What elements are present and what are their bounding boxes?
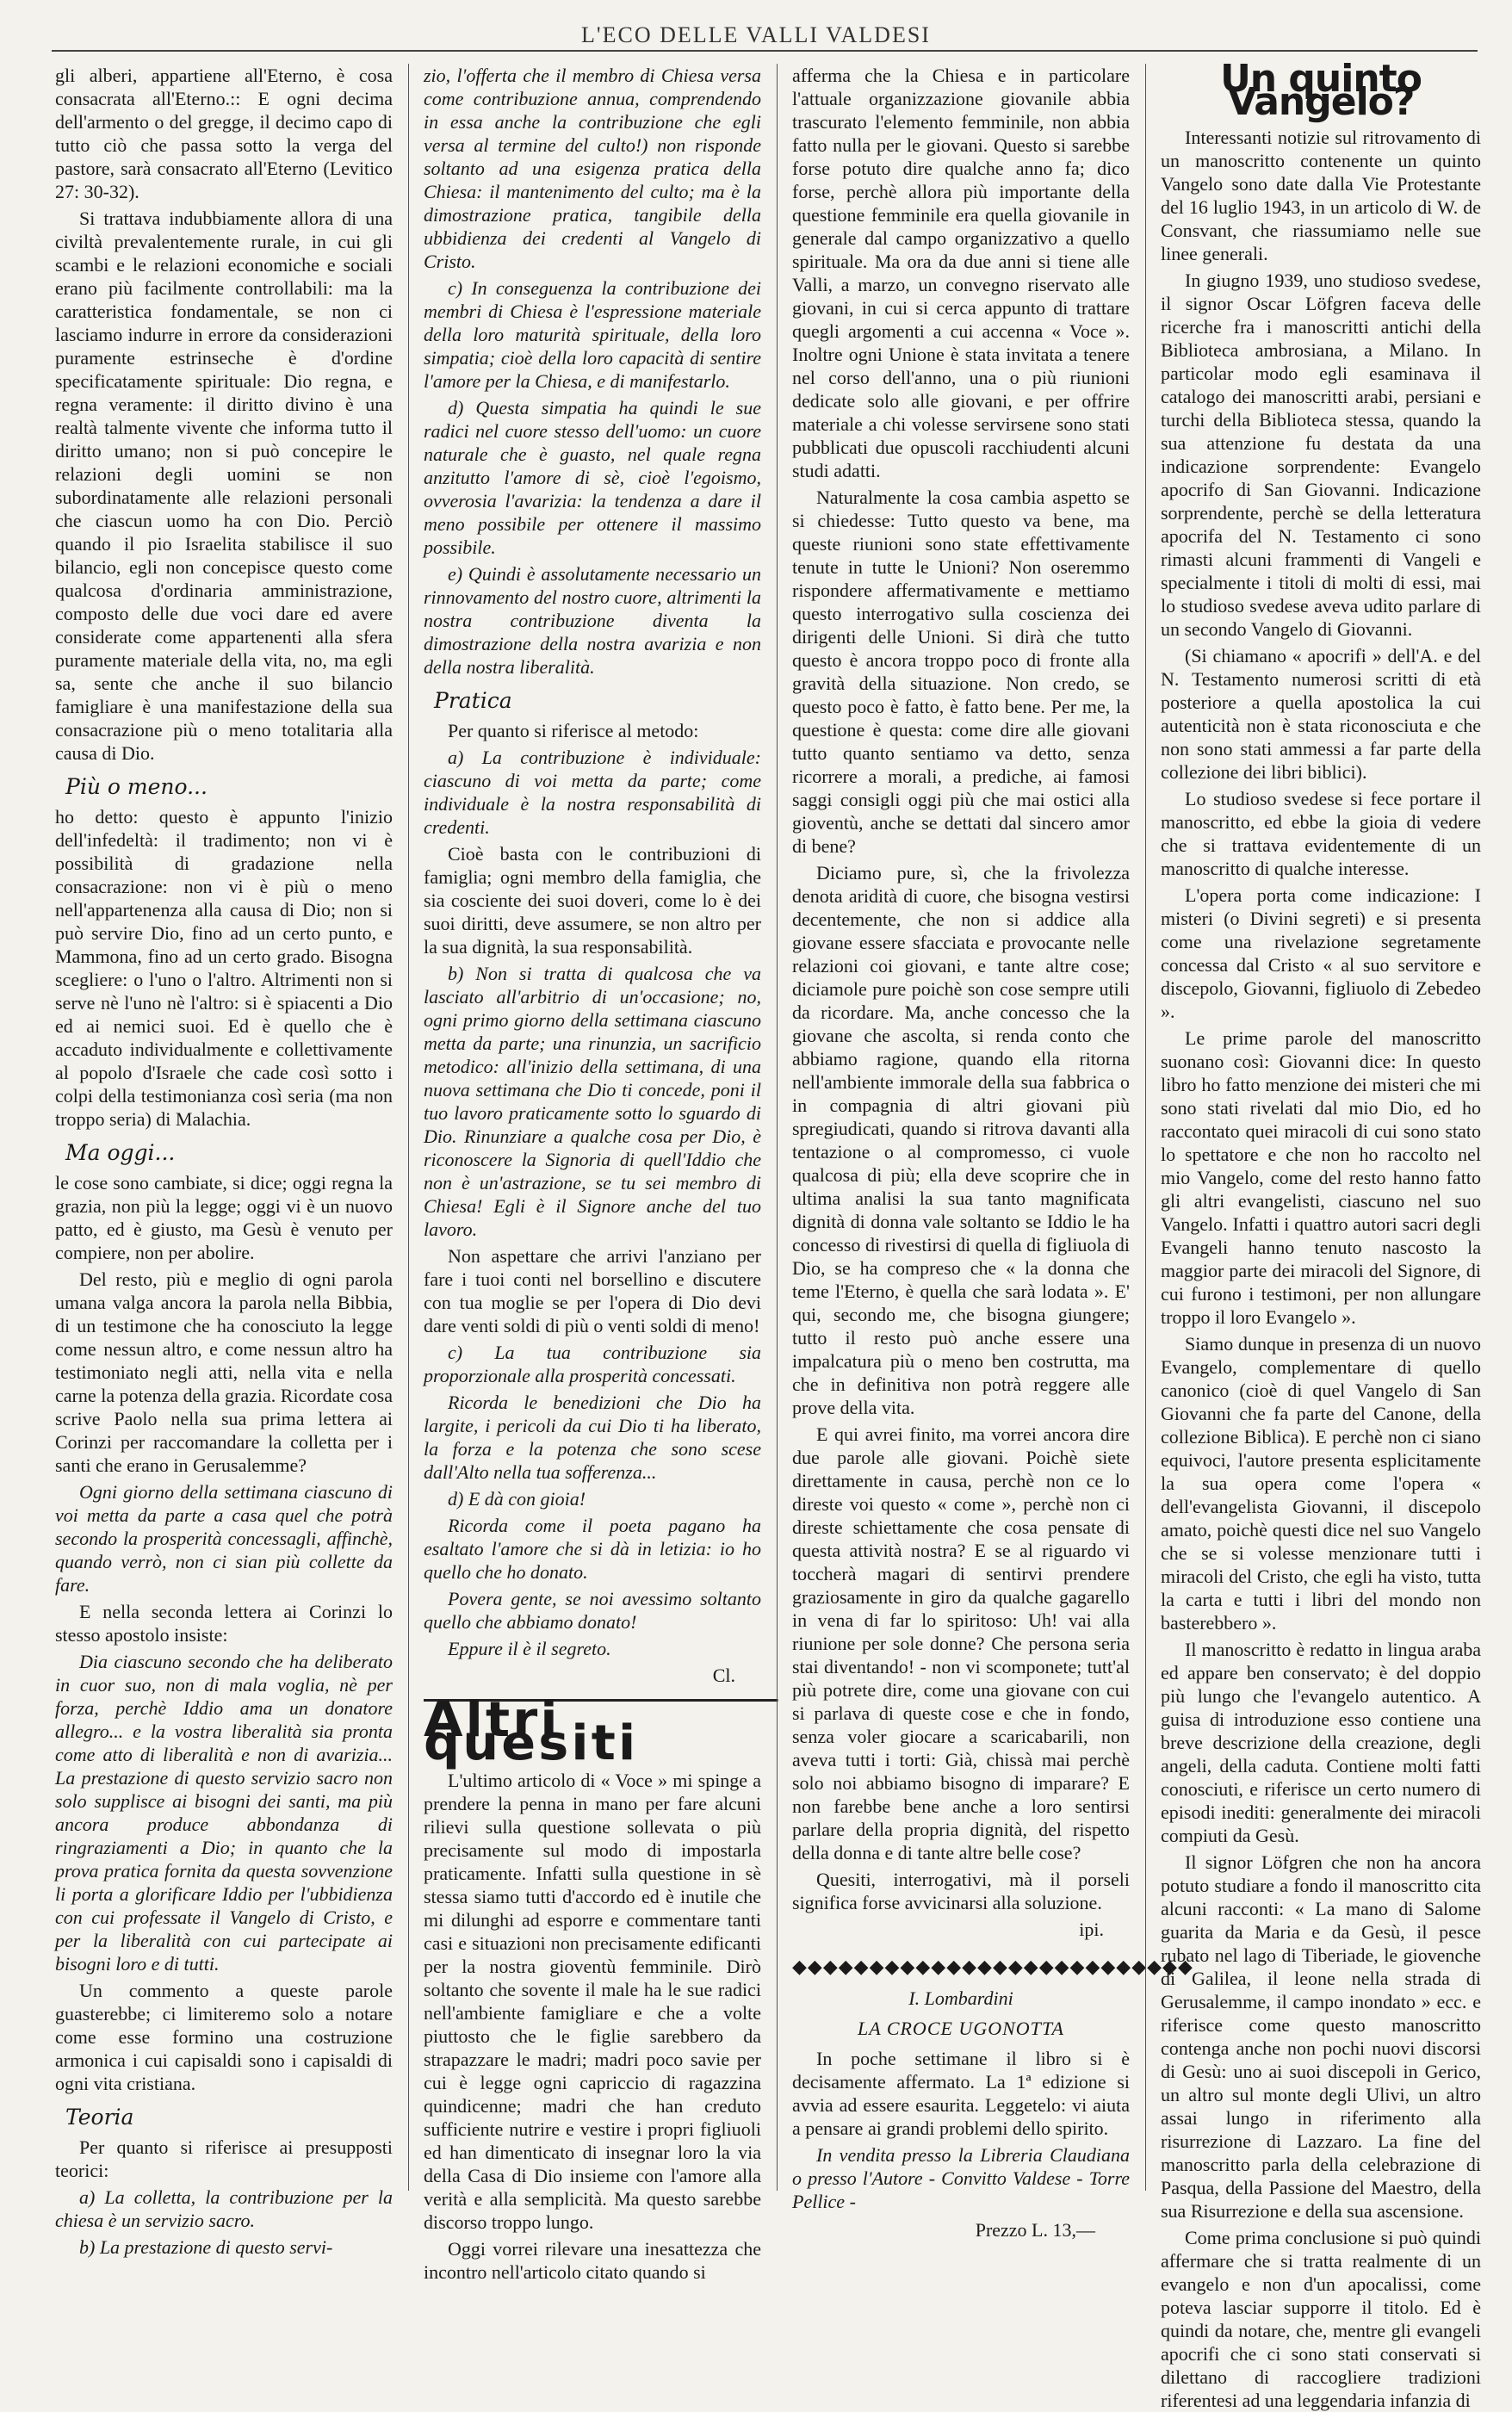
list-item: d) E dà con gioia!	[448, 1488, 586, 1510]
column-divider	[1145, 64, 1146, 2191]
list-item: a) La colletta, la contribuzione per la chiesa è un servizio sacro.	[55, 2186, 393, 2231]
subheading-teoria: Teoria	[65, 2105, 134, 2130]
paragraph: In giugno 1939, uno studioso svedese, il signor Oscar Löfgren faceva delle ricerche fra i manoscritti antichi della Biblioteca ambrosiana, a Milano. In particolar modo egli esaminava il catalogo dei manoscritti arabi, persiani e turchi della Biblioteca stessa, quando la sua attenzione fu destata da una indicazione sorprendente: Evangelo apocrifo di San Giovanni. Indicazione sorprendente, perchè se della letteratura apocrifa del N. Testamento ci sono rimasti alcuni frammenti di Vangeli e specialmente i titoli di molti di essi, mai lo studioso svedese aveva udito parlare di un secondo Vangelo di Giovanni.	[1161, 270, 1481, 640]
paragraph: Non aspettare che arrivi l'anziano per fare i tuoi conti nel borsellino e discutere con tua moglie se per l'opera di Dio devi dare venti soldi di più o venti soldi di meno!	[424, 1245, 761, 1336]
paragraph: le cose sono cambiate, si dice; oggi regna la grazia, non più la legge; oggi vi è un nuovo patto, ed è giusto, ma Gesù è venuto per compiere, non per abolire.	[55, 1172, 393, 1263]
paragraph: Il signor Löfgren che non ha ancora potuto studiare a fondo il manoscritto cita alcuni racconti: « La mano di Salome guarita da Maria e da Gesù, il pesce rubato nel lago di Tiberiade, le giovenche di Galilea, il leone nella strada di Gerusalemme, il campo inondato » ecc. e riferisce come questo manoscritto contenga anche non pochi nuovi discorsi di Gesù: uno ai suoi discepoli in Gerico, un altro sul monte degli Ulivi, un altro assai lungo in riferimento alla risurrezione di Lazzaro. La fine del manoscritto parla della celebrazione di Pasqua, della Passione del Maestro, della sua Risurrezione e della sua ascensione.	[1161, 1851, 1481, 2222]
paragraph: (Si chiamano « apocrifi » dell'A. e del N. Testamento numerosi scritti di età posteriore a quella apostolica la cui autenticità non è stata riconosciuta e che non sono stati ammessi a far parte della collezione dei libri biblici).	[1161, 645, 1481, 783]
column-divider	[408, 64, 409, 2191]
paragraph: Cioè basta con le contribuzioni di famiglia; ogni membro della famiglia, che sia cosciente dei suoi doveri, come lo è dei suoi diritti, deve assumere, se non altro per la sua dignità, la sua responsabilità.	[424, 843, 761, 958]
signature: ipi.	[1079, 1919, 1104, 1940]
masthead: L'ECO DELLE VALLI VALDESI	[581, 22, 931, 47]
paragraph: Il manoscritto è redatto in lingua araba ed appare ben conservato; è del doppio più lungo che l'evangelo autentico. A guisa di introduzione esso contiene una breve descrizione della creazione, degli angeli, della caduta. Contiene molti fatti conosciuti, e riferisce un certo numero di episodi inediti: generalmente dei miracoli compiuti da Gesù.	[1161, 1639, 1481, 1846]
list-item: Ricorda le benedizioni che Dio ha largite, i pericoli da cui Dio ti ha liberato, la forza e la potenza che sono scese dall'Alto nella tua sofferenza...	[424, 1392, 761, 1483]
list-item: Ricorda come il poeta pagano ha esaltato l'amore che si dà in letizia: io ho quello che ho donato.	[424, 1515, 761, 1583]
paragraph: Per quanto si riferisce ai presupposti teorici:	[55, 2136, 393, 2181]
list-item: c) In conseguenza la contribuzione dei membri di Chiesa è l'espressione materiale della loro maturità spirituale, della loro simpatia; cioè della loro capacità di sentire l'amore per la Chiesa, e di manifestarlo.	[424, 277, 761, 392]
quote-paragraph: Dia ciascuno secondo che ha deliberato in cuor suo, non di mala voglia, nè per forza, perchè Iddio ama un donatore allegro... e la vostra liberalità sia pronta come atto di liberalità e non di avarizia... La prestazione di questo servizio sacro non solo supplisce ai bisogni dei santi, ma più ancora produce abbondanza di ringraziamenti a Dio; in quanto che la prova pratica fornita da questa sovvenzione li porta a glorificare Iddio per l'ubbidienza con cui professate il Vangelo di Cristo, e per la liberalità con cui partecipate ai bisogni loro e di tutti.	[55, 1651, 393, 1975]
paragraph: Interessanti notizie sul ritrovamento di un manoscritto contenente un quinto Vangelo sono date dalla Vie Protestante del 16 luglio 1943, in un articolo di W. de Consvant, che riassumiamo nelle sue linee generali.	[1161, 127, 1481, 264]
paragraph: E nella seconda lettera ai Corinzi lo stesso apostolo insiste:	[55, 1601, 393, 1646]
paragraph: Un commento a queste parole guasterebbe; ci limiteremo solo a notare come esse formino una costruzione armonica i cui capisaldi sono i capisaldi di ogni vita cristiana.	[55, 1980, 393, 2094]
list-item: e) Quindi è assolutamente necessario un rinnovamento del nostro cuore, altrimenti la nostra contribuzione diventa la dimostrazione della nostra avarizia e non della nostra liberalità.	[424, 563, 761, 678]
paragraph: gli alberi, appartiene all'Eterno, è cosa consacrata all'Eterno.:: E ogni decima dell'armento o del gregge, il decimo capo di tutto ciò che passa sotto la verga del pastore, sarà consacrato all'Eterno (Levitico 27: 30-32).	[55, 65, 393, 202]
list-item: b) Non si tratta di qualcosa che va lasciato all'arbitrio di un'occasione; no, ogni primo giorno della settimana ciascuno metta da parte; una rinunzia, un sacrificio metodico: all'inizio della settimana, di una nuova settimana che Dio ti concede, poni il tuo lavoro praticamente sotto lo sguardo di Dio. Rinunziare a qualche cosa per Dio, è riconoscere la Signoria di quell'Iddio che non è un'astrazione, se tu sei membro di Chiesa! Egli è il Signore anche del tuo lavoro.	[424, 963, 761, 1240]
heading-quinto-vangelo: Un quinto Vangelo?	[1220, 57, 1422, 124]
book-author: I. Lombardini	[908, 1987, 1013, 2009]
book-title: LA CROCE UGONOTTA	[858, 2018, 1064, 2039]
subheading-pratica: Pratica	[434, 688, 512, 713]
column-2	[424, 64, 761, 2283]
column-1	[55, 64, 393, 2258]
heading-altri-quesiti: Altri quesiti	[424, 1699, 778, 1755]
paragraph: In vendita presso la Libreria Claudiana o presso l'Autore - Convitto Valdese - Torre Pellice -	[792, 2144, 1130, 2212]
paragraph: afferma che la Chiesa e in particolare l'attuale organizzazione giovanile abbia trascurato l'elemento femminile, non abbia fatto nulla per le giovani. Questo si sarebbe forse potuto dire qualche anno fa; dico forse, perchè allora più importante della questione femminile era quella giovanile in generale dal campo organizzativo a quello spirituale. Ma ora da due anni si tiene alle Valli, a marzo, un convegno riservato alle giovani, in cui si cerca appunto di trattare quegli argomenti a cui accenna « Voce ». Inoltre ogni Unione è stata invitata a tenere nel corso dell'anno, una o più riunioni dedicate solo alle giovani, e per offrire materiale a chi volesse servirsene sono stati pubblicati due opuscoli racchiudenti alcuni studi adatti.	[792, 65, 1130, 481]
column-divider	[777, 64, 778, 2191]
paragraph: Naturalmente la cosa cambia aspetto se si chiedesse: Tutto questo va bene, ma queste riunioni sono state effettivamente tenute in tutte le Unioni? Non oseremmo rispondere affermativamente e mettiamo questo interrogativo sulla coscienza dei dirigenti delle Unioni. Si dirà che tutto questo è ancora troppo poco di fronte alla gravità della situazione. Non credo, se questo poco è fatto, è fatto bene. Per me, la questione è questa: come dire alle giovani tutto quanto sentiamo va detto, senza ricorrere a morali, a prediche, ai famosi saggi consigli oggi più che mai ostici alla gioventù, anche se dettati dal sincero amor di bene?	[792, 487, 1130, 857]
subheading-piu-o-meno: Più o meno...	[65, 774, 208, 799]
paragraph: Per quanto si riferisce al metodo:	[448, 720, 699, 741]
list-item: b) La prestazione di questo servi-	[79, 2236, 333, 2258]
list-item: a) La contribuzione è individuale: ciascuno di voi metta da parte; come individuale è la nostra responsabilità di credenti.	[424, 747, 761, 838]
paragraph: Del resto, più e meglio di ogni parola umana valga ancora la parola nella Bibbia, di un testimone che ha conosciuto la legge come nessun altro, e come nessun altro ha testimoniato negli atti, nella vita e nella carne la potenza della grazia. Ricordate cosa scrive Paolo nella sua prima lettera ai Corinzi per raccomandare la colletta per i santi che erano in Gerusalemme?	[55, 1268, 393, 1476]
paragraph: L'opera porta come indicazione: I misteri (o Divini segreti) e si presenta come una rivelazione segretamente concessa dal Cristo « al suo servitore e discepolo, Giovanni, figliuolo di Zebedeo ».	[1161, 884, 1481, 1022]
paragraph: Quesiti, interrogativi, mà il porseli significa forse avvicinarsi alla soluzione.	[792, 1869, 1130, 1913]
list-item: zio, l'offerta che il membro di Chiesa versa come contribuzione annua, comprendendo in essa anche la contribuzione che egli versa al termine del culto!) non risponde soltanto ad una esigenza pratica della Chiesa: il mantenimento del culto; ma è la dimostrazione pratica, tangibile della ubbidienza dei credenti al Vangelo di Cristo.	[424, 65, 761, 272]
paragraph: Diciamo pure, sì, che la frivolezza denota aridità di cuore, che bisogna vestirsi decentemente, che non si addice alla giovane essere sfacciata e provocante nelle relazioni coi giovani, e tante altre cose; diciamole pure poichè son cose sempre utili da ricordare. Ma, anche concesso che la giovane che ascolta, si renda conto che abbiamo ragione, quando ella ritorna nell'ambiente immorale della sua fabbrica o in compagnia di altri giovani più spregiudicati, quando si ritrova davanti alla tentazione o al compromesso, ci vuole qualcosa di più; ella deve scoprire che in ultima analisi la sua tanto magnificata dignità di donna vale soltanto se Iddio le ha concesso di rivestirsi di quella di figliuola di Dio, se ha compreso che « la donna che teme l'Eterno, è quella che sarà lodata ». E' qui, secondo me, che bisogna giungere; tutto il resto può anche essere una impalcatura più o meno ben costrutta, ma che in definitiva non potrà reggere alle prove della vita.	[792, 862, 1130, 1418]
paragraph: In poche settimane il libro si è decisamente affermato. La 1ª edizione si avvia ad essere esaurita. Leggetelo: vi aiuta a pensare ai grandi problemi dello spirito.	[792, 2048, 1130, 2139]
list-item: Eppure il è il segreto.	[448, 1638, 611, 1659]
paragraph: Come prima conclusione si può quindi affermare che si tratta realmente di un evangelo e non d'un apocalissi, come poteva lasciar supporre il titolo. Ed è quindi da notare, che, mentre gli evangeli apocrifi che ci sono stati conservati si dilettano di raccogliere tradizioni riferentesi ad una leggendaria infanzia di	[1161, 2227, 1481, 2411]
paragraph: Lo studioso svedese si fece portare il manoscritto, ed ebbe la gioia di vedere che si trattava evidentemente di un manoscritto di qualche interesse.	[1161, 788, 1481, 879]
ornament-divider: ◆◆◆◆◆◆◆◆◆◆◆◆◆◆◆◆◆◆◆◆◆◆◆◆◆◆	[792, 1956, 1193, 1977]
list-item: d) Questa simpatia ha quindi le sue radici nel cuore stesso dell'uomo: un cuore naturale che è guasto, nel quale regna anzitutto l'amore di sè, cioè l'egoismo, ovverosia l'avarizia: la tendenza a dare il meno possibile per ottenere il massimo possibile.	[424, 397, 761, 558]
paragraph: Si trattava indubbiamente allora di una civiltà prevalentemente rurale, in cui gli scambi e le relazioni economiche e sociali erano più facilmente controllabili: ma la caratteristica fondamentale, se non ci lasciamo indurre in errore da considerazioni puramente estrinseche è d'ordine specificatamente spirituale: Dio regna, e regna veramente: il diritto divino è una realtà talmente vivente che informa tutto il diritto umano; non si può concepire le relazioni degli uomini se non subordinatamente alle relazioni personali che ciascun uomo ha con Dio. Perciò quando il pio Israelita stabilisce il suo bilancio, egli non concepisce questo come qualcosa d'ordinaria amministrazione, composto delle due voci dare ed avere considerate come appartenenti alla sfera puramente materiale della vita, no, ma egli sa, sente che anche il suo bilancio famigliare è una manifestazione della sua consacrazione più o meno totalitaria alla causa di Dio.	[55, 208, 393, 764]
paragraph: L'ultimo articolo di « Voce » mi spinge a prendere la penna in mano per fare alcuni rilievi sulla questione sollevata o più precisamente sul modo di impostarla praticamente. Infatti sulla questione in sè stessa siamo tutti d'accordo ed è inutile che mi dilunghi ad esporre e commentare tanti casi e situazioni non precisamente edificanti per la nostra gioventù femminile. Dirò soltanto che sovente il male ha le sue radici nell'ambiente famigliare e che a volte piuttosto che le figlie sarebbero da strapazzare le madri; madri poco savie per cui è legge ogni capriccio di ragazzina quindicenne; madri che han creduto sufficiente nutrire e vestire i propri figliuoli ed han dimenticato di insegnar loro la via della Casa di Dio insieme con l'amore alla verità e alla semplicità. Ma questo sarebbe discorso troppo lungo.	[424, 1770, 761, 2233]
paragraph: Le prime parole del manoscritto suonano così: Giovanni dice: In questo libro ho fatto menzione dei misteri che mi sono stati rivelati dal mio Dio, ed ho raccontato quei miracoli di cui sono stato lo spettatore e che non ho raccolto nel mio Vangelo, come del resto hanno fatto gli altri evangelisti, ciascuno nel suo Vangelo. Infatti i quattro autori sacri degli Evangeli hanno tenuto nascosto la maggior parte dei miracoli del Signore, di cui furono i testimoni, per non allungare troppo il loro Evangelo ».	[1161, 1027, 1481, 1328]
list-item: c) La tua contribuzione sia proporzionale alla prosperità concessati.	[424, 1342, 761, 1386]
paragraph: ho detto: questo è appunto l'inizio dell'infedeltà: il tradimento; non vi è possibilità di gradazione nella consacrazione: non vi è più o meno nell'appartenenza alla causa di Dio; non si può servire Dio, fino ad un certo punto, e Mammona, fino ad un certo grado. Bisogna scegliere: o l'uno o l'altro. Altrimenti non si serve nè l'uno nè l'altro: si è spiacenti a Dio ed ai nemici suoi. Ed è quello che è accaduto individualmente e collettivamente al popolo d'Israele che cade così sotto i colpi della testimonianza così seria (ma non troppo seria) di Malachia.	[55, 806, 393, 1130]
paragraph: Siamo dunque in presenza di un nuovo Evangelo, complementare di quello canonico (cioè di quel Vangelo di San Giovanni che fa parte del Canone, della collezione Biblica). E perchè non ci siano equivoci, l'autore presenta esplicitamente la sua opera come l'opera « dell'evangelista Giovanni, il discepolo amato, poichè questi dice nel suo Vangelo che se si volesse menzionare tutti i miracoli del Cristo, che egli ha visto, tutta la carta e tutti i libri del mondo non basterebbero ».	[1161, 1333, 1481, 1634]
paragraph: Oggi vorrei rilevare una inesattezza che incontro nell'articolo citato quando si	[424, 2238, 761, 2283]
paragraph: E qui avrei finito, ma vorrei ancora dire due parole alle giovani. Poichè siete direttamente in causa, perchè non ce lo direste voi questo « come », perchè non ci direste schiettamente che cosa pensate di questa attività nostra? E se al riguardo vi toccherà magari di sentirvi prendere graziosamente in giro da qualche gagarello in vena di far lo spiritoso: Uh! vai alla riunione per sole donne? Che persona seria stai diventando! - non vi scomponete; tutt'al più potrete dire, come una giovane con cui si parlava di queste cose e che in fondo, senza voler giocare a scaricabarili, non aveva tutti i torti: Già, chissà mai perchè solo noi abbiamo bisogno di imparare? E non farebbe bene anche a loro sentirsi parlare della propria dignità, del rispetto della donna e di tante altre belle cose?	[792, 1423, 1130, 1863]
list-item: Povera gente, se noi avessimo soltanto quello che abbiamo donato!	[424, 1588, 761, 1633]
column-3	[792, 64, 1193, 2241]
quote-paragraph: Ogni giorno della settimana ciascuno di voi metta da parte a casa quel che potrà secondo la prosperità concessagli, affinchè, quando verrò, non ci sian più collette da fare.	[55, 1481, 393, 1596]
column-4	[1161, 57, 1481, 2411]
subheading-ma-oggi: Ma oggi...	[65, 1140, 176, 1165]
masthead-rule	[52, 50, 1478, 52]
signature: Cl.	[712, 1665, 735, 1686]
price: Prezzo L. 13,—	[975, 2219, 1095, 2241]
